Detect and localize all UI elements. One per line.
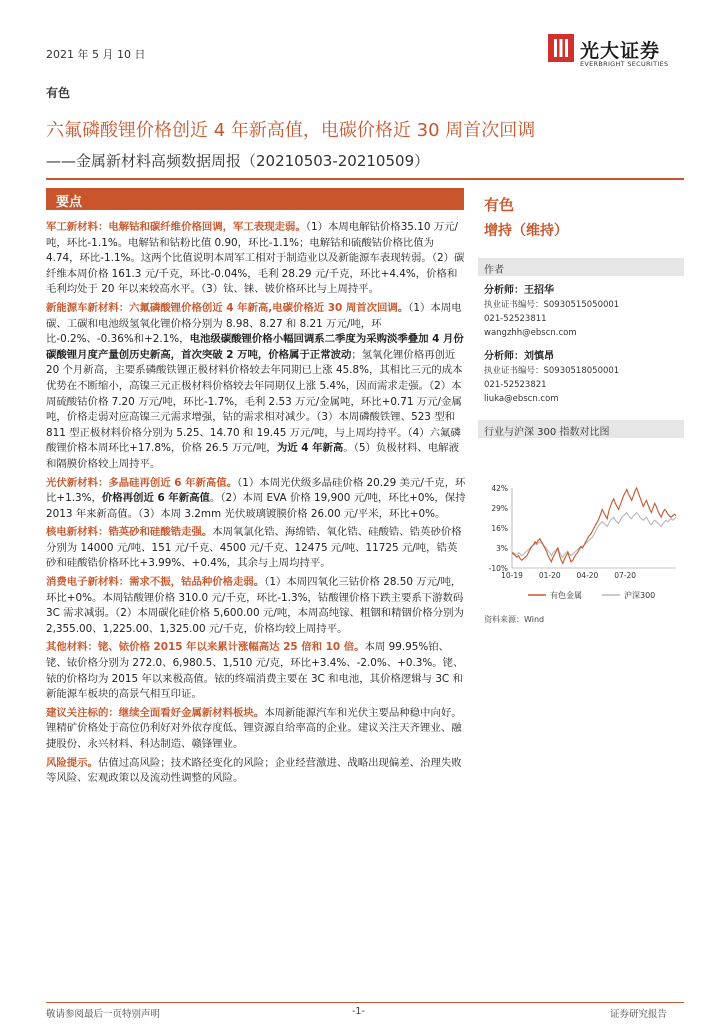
- everbright-logo: [548, 34, 688, 74]
- paragraph-text: 本周新能源汽车和光伏主要品种稳中向好。锂精矿价格处于高位仍利好对外依存度低、锂资源自给率高的企业。建议关注天齐锂业、融捷股份、永兴材料、科达制造、赣锋锂业。: [46, 706, 462, 750]
- summary-paragraph: [46, 575, 466, 637]
- paragraph-text: 本周氧氯化锆、海绵锆、氧化锆、硅酸锆、锆英砂价格分别为 14000 元/吨、151 元/千克、4500 元/千克、12475 元/吨、11725 元/吨，锆英砂和硅酸锆价格环比+3.99%、+0.4%，其余与上周均持平。: [46, 526, 462, 570]
- paragraph-text: （1）本周光伏级多晶硅价格 20.29 美元/千克，环比+1.3%，: [46, 476, 466, 505]
- summary-paragraph: [46, 756, 466, 787]
- summary-header-bar: [46, 188, 464, 210]
- series-line-industry: [512, 488, 676, 563]
- paragraph-text: 。（2）本周 EVA 价格 19,900 元/吨，环比+0%，保持 2013 年来新高值。（3）本周 3.2mm 光伏玻璃镀膜价格 26.00 元/平米，环比+0%。: [46, 492, 466, 520]
- paragraph-text: 本周 99.95%铂、铑、铱价格分别为 272.0、6,980.5、1,510 元/克，环比+3.4%、-2.0%、+0.3%。铑、铱的价格均为 2015 年以来极高值。铱的终端消费主要在 3C 和电池，其价格逻辑与 3C 和新能源车板块的高景气相互印证。: [46, 641, 464, 701]
- everbright-logo-mark-icon: [548, 34, 574, 62]
- summary-paragraph: [46, 525, 466, 572]
- y-tick-label: 3%: [496, 544, 508, 553]
- analyst-email[interactable]: liuka@ebscn.com: [484, 394, 559, 404]
- paragraph-heading: 核电新材料：锆英砂和硅酸锆走强。: [46, 526, 213, 539]
- paragraph-emphasis: 为近 4 年新高: [276, 442, 344, 455]
- x-tick-label: 04-20: [576, 571, 599, 580]
- chart-source: 资料来源：Wind: [484, 615, 545, 624]
- paragraph-heading: 光伏新材料：多晶硅再创近 6 年新高值。: [46, 476, 238, 489]
- footer-divider: [46, 1002, 684, 1003]
- logo-chinese-name: 光大证券: [580, 40, 661, 62]
- paragraph-heading: 消费电子新材料：需求不振，钴品种价格走弱。: [46, 576, 265, 589]
- sidebar-industry: 有色: [484, 196, 515, 214]
- header-divider: [46, 178, 684, 180]
- y-tick-label: 29%: [491, 504, 508, 513]
- analyst-card: [484, 350, 684, 406]
- index-comparison-chart: [478, 478, 684, 606]
- footer-report-type: 证券研究报告: [610, 1009, 668, 1020]
- legend-label: 有色金属: [550, 591, 582, 600]
- x-tick-label: 10-19: [501, 571, 523, 580]
- paragraph-text: （1）本周电碳、工碳和电池级氢氧化锂价格分别为 8.98、8.27 和 8.21 万元/吨，环比-0.2%、-0.36%和+2.1%，: [46, 301, 462, 346]
- paragraph-heading: 建议关注标的：继续全面看好金属新材料板块。: [46, 706, 265, 719]
- analyst-name: 分析师：刘慎昂: [484, 351, 554, 362]
- x-tick-label: 01-20: [538, 571, 561, 580]
- page-number: -1-: [352, 1006, 365, 1017]
- report-title: 六氟磷酸锂价格创近 4 年新高值，电碳价格近 30 周首次回调: [46, 120, 536, 141]
- summary-paragraph: [46, 220, 466, 298]
- authors-header-bar: [478, 258, 684, 276]
- summary-body: [46, 220, 466, 790]
- chart-title: 行业与沪深 300 指数对比图: [484, 427, 610, 438]
- x-tick-label: 07-20: [614, 571, 637, 580]
- summary-paragraph: [46, 640, 466, 702]
- paragraph-text: 估值过高风险；技术路径变化的风险；企业经营激进、战略出现偏差、治理失败等风险、宏观政策以及流动性调整的风险。: [46, 756, 462, 785]
- analyst-phone: 021-52523811: [484, 314, 547, 324]
- paragraph-text: ；氢氧化锂价格再创近 20 个月新高，主要系磷酸铁锂正极材料价格较去年同期已上涨 45.8%，其相比三元的成本优势在不断缩小，高镍三元正极材料价格较去年同期仅上涨 5.4%，因而需求走强。（2）本周硫酸钴价格 7.20 万元/吨，环比-1.7%，毛利 2.53 万元/金属吨，环比+0.71 万元/金属吨，价格走弱对应高镍三元需求增强，钴的需求相对减少。（3）本周磷酸铁锂、523 型和 811 型正极材料价格分别为 5.25、14.70 和 19.45 万元/吨，与上周均持平。（4）六氟磷酸锂价格本周环比+17.8%，价格 26.5 万元/吨，: [46, 348, 463, 455]
- analyst-cert: 执业证书编号：S0930515050001: [484, 300, 620, 310]
- summary-paragraph: [46, 706, 466, 753]
- footer-disclaimer: 敬请参阅最后一页特别声明: [46, 1009, 161, 1020]
- legend-label: 沪深300: [624, 591, 656, 600]
- sidebar-rating: 增持（维持）: [484, 223, 568, 239]
- analyst-phone: 021-52523821: [484, 380, 547, 390]
- industry-label: 有色: [46, 86, 71, 100]
- report-date: 2021 年 5 月 10 日: [46, 48, 146, 61]
- y-tick-label: 16%: [491, 524, 508, 533]
- paragraph-text: 。（5）负极材料、电解液和隔膜价格较上周持平。: [46, 442, 459, 470]
- paragraph-emphasis: 价格再创近 6 年新高值: [101, 492, 210, 505]
- summary-paragraph: [46, 476, 466, 523]
- summary-paragraph: [46, 301, 466, 473]
- paragraph-text: （1）本周四氧化三钴价格 28.50 万元/吨，环比+0%。本周钴酸锂价格 310.0 元/千克，环比-1.3%，钴酸锂价格下跌主要系下游数码 3C 需求减弱。（2）本周碳化硅价格 5,600.00 元/吨，本周高纯镓、粗铟和精铟价格分别为 2,355.00、1,225.00、1,325.00 元/千克，价格均较上周持平。: [46, 576, 464, 635]
- logo-english-name: EVERBRIGHT SECURITIES: [580, 60, 669, 68]
- paragraph-heading: 军工新材料：电解钴和碳纤维价格回调，军工表现走弱。: [46, 221, 306, 233]
- report-subtitle: ——金属新材料高频数据周报（20210503-20210509）: [46, 152, 430, 170]
- paragraph-heading: 风险提示。: [46, 756, 98, 769]
- summary-label: 要点: [56, 195, 83, 210]
- y-tick-label: -10%: [488, 564, 508, 573]
- authors-label: 作者: [484, 265, 504, 276]
- series-line-index: [512, 513, 676, 558]
- analyst-name: 分析师：王招华: [484, 285, 554, 296]
- analyst-card: [484, 284, 684, 340]
- paragraph-heading: 其他材料：铑、铱价格 2015 年以来累计涨幅高达 25 倍和 10 倍。: [46, 641, 365, 654]
- y-tick-label: 42%: [491, 484, 508, 493]
- paragraph-text: （1）本周电解钴价格35.10 万元/吨，环比-1.1%。电解钴和钴粉比值 0.90，环比-1.1%；电解钴和硫酸钴价格比值为 4.74，环比-1.1%。这两个比值说明本周军工相对于制造业以及新能源车表现转弱。（2）碳纤维本周价格 161.3 元/千克，环比-0.04%，毛利 28.29 元/千克，环比+4.4%，价格和毛利均处于 20 年以来较高水平。（3）钛、铼、铍价格环比与上周持平。: [46, 221, 465, 296]
- paragraph-emphasis: 电池级碳酸锂价格小幅回调系二季度为采购淡季叠加 4 月份碳酸锂月度产量创历史新高，首次突破 2 万吨，价格属于正常波动: [46, 333, 464, 361]
- paragraph-heading: 新能源车新材料：六氟磷酸锂价格创近 4 年新高,电碳价格近 30 周首次回调。: [46, 301, 409, 314]
- analyst-cert: 执业证书编号：S0930518050001: [484, 366, 620, 376]
- analyst-email[interactable]: wangzhh@ebscn.com: [484, 328, 577, 338]
